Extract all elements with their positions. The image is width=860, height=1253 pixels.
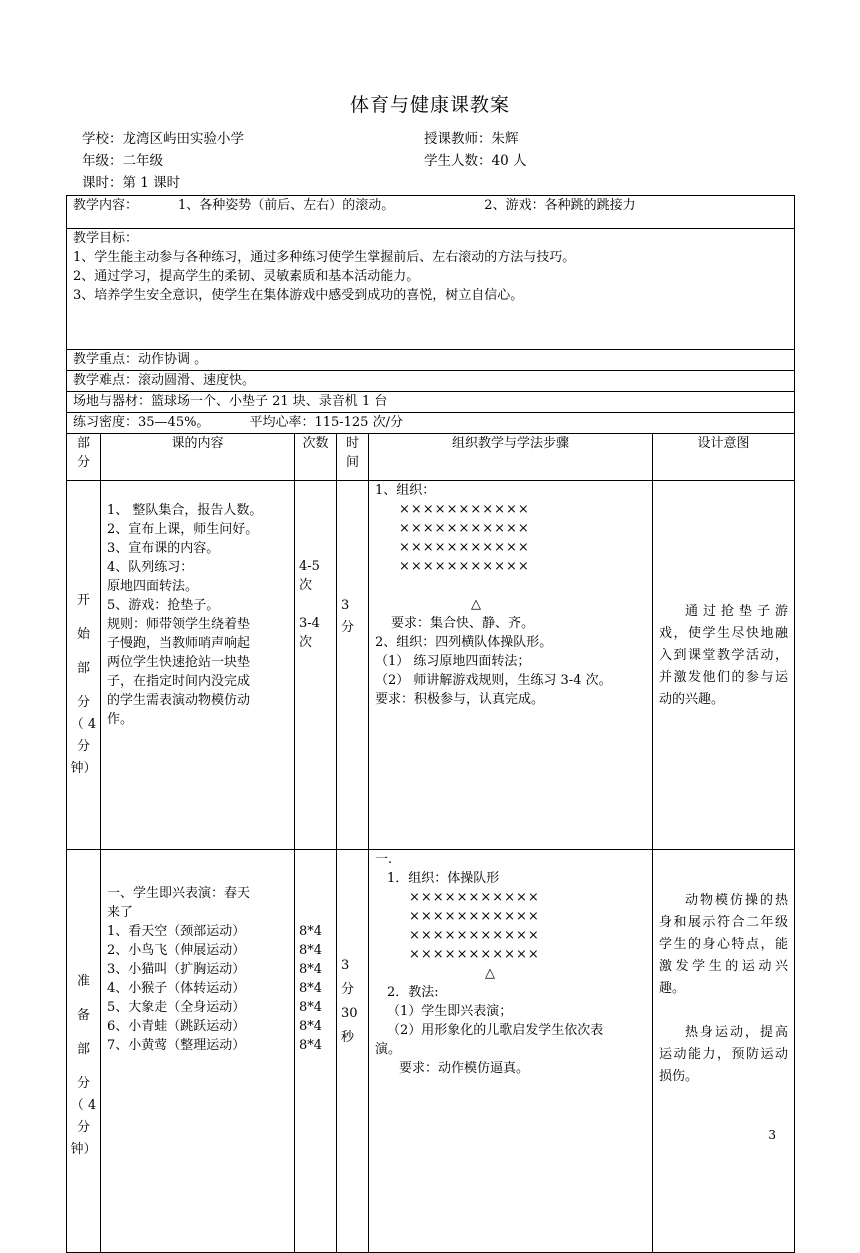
key-point: 教学重点：动作协调 。: [67, 350, 795, 371]
header-part-char: 分: [76, 455, 90, 470]
goal-item: 3、培养学生安全意识，使学生在集体游戏中感受到成功的喜悦，树立自信心。: [73, 288, 524, 303]
times-line: 次: [299, 635, 313, 650]
content-line: 子，在指定时间内没完成: [107, 674, 251, 689]
steps-line: （1） 练习原地四面转法；: [375, 654, 531, 669]
content-line: 7、小黄莺（整理运动）: [107, 1038, 246, 1053]
header-design: 设计意图: [653, 434, 795, 481]
content-line: 两位学生快速抢站一块垫: [107, 655, 251, 670]
label-char: （ 4: [70, 1098, 97, 1113]
content-item-2: 2、游戏：各种跳的跳接力: [484, 198, 636, 213]
content-line: 3、小猫叫（扩胸运动）: [107, 962, 246, 977]
difficulty: 教学难点：滚动圆滑、速度快。: [67, 371, 795, 392]
formation-row: ×××××××××××: [399, 559, 530, 574]
times-line: 8*4: [299, 1038, 323, 1053]
content-line: 5、大象走（全身运动）: [107, 1000, 246, 1015]
steps-line: （2）用形象化的儿歌启发学生依次表: [387, 1023, 604, 1038]
steps-line: 要求：积极参与，认真完成。: [375, 692, 545, 707]
duration-line: 30: [341, 1006, 358, 1021]
label-char: 部: [76, 661, 90, 676]
lesson-plan-table: [66, 195, 795, 1253]
formation-row: ×××××××××××: [409, 928, 540, 943]
duration-line: 分: [341, 620, 355, 635]
times-line: 次: [299, 578, 313, 593]
students-field: 学生人数：40 人: [424, 153, 527, 169]
start-section-label: [67, 481, 101, 850]
steps-line: 一.: [375, 852, 393, 867]
formation-row: ×××××××××××: [409, 890, 540, 905]
heart-rate: 平均心率：115-125 次/分: [249, 415, 403, 430]
equipment-row: [67, 392, 795, 413]
label-char: 开: [76, 593, 90, 608]
start-section-duration: [337, 481, 369, 850]
duration-line: 3: [341, 958, 350, 973]
header-content: 课的内容: [101, 434, 295, 481]
equipment: 场地与器材：篮球场一个、小垫子 21 块、录音机 1 台: [67, 392, 795, 413]
lesson-field: 课时：第 1 课时: [82, 175, 181, 191]
prep-section-steps: [369, 850, 653, 1253]
prep-section-content: [101, 850, 295, 1253]
start-section-times: [295, 481, 337, 850]
design-text: 动物模仿操的热身和展示符合二年级学生的身心特点，能激发学生的运动兴趣。: [659, 893, 789, 996]
formation-row: ×××××××××××: [409, 909, 540, 924]
header-duration: [337, 434, 369, 481]
content-line: 作。: [107, 712, 134, 727]
steps-line: 1．组织：体操队形: [387, 871, 500, 886]
content-line: 2、宣布上课，师生问好。: [107, 522, 259, 537]
steps-line: （2） 师讲解游戏规则，生练习 3-4 次。: [375, 673, 612, 688]
label-char: 钟）: [70, 761, 97, 776]
school-field: 学校：龙湾区屿田实验小学: [82, 131, 244, 147]
start-section-content: [101, 481, 295, 850]
content-line: 原地四面转法。: [107, 579, 199, 594]
content-line: 子慢跑，当教师哨声响起: [107, 636, 251, 651]
content-item-1: 1、各种姿势（前后、左右）的滚动。: [178, 198, 395, 213]
content-row: [67, 196, 795, 229]
formation-row: ×××××××××××: [409, 947, 540, 962]
header-duration-char: 间: [345, 455, 359, 470]
steps-line: 2、组织：四列横队体操队形。: [375, 635, 553, 650]
content-line: 一、学生即兴表演：春天: [107, 886, 251, 901]
start-section-design: [653, 481, 795, 850]
label-char: 准: [76, 974, 90, 989]
start-section-row: [67, 481, 795, 850]
header-times: 次数: [295, 434, 337, 481]
content-line: 5、游戏：抢垫子。: [107, 598, 220, 613]
formation-row: ×××××××××××: [399, 521, 530, 536]
info-left: [82, 128, 244, 194]
label-char: 部: [76, 1042, 90, 1057]
content-line: 规则：师带领学生绕着垫: [107, 617, 251, 632]
label-char: （ 4: [70, 717, 97, 732]
content-line: 4、队列练习：: [107, 560, 194, 575]
design-text: 热身运动，提高运动能力，预防运动损伤。: [659, 1025, 789, 1084]
difficulty-row: [67, 371, 795, 392]
content-line: 1、 整队集合，报告人数。: [107, 503, 263, 518]
label-char: 分: [76, 695, 90, 710]
label-char: 分: [76, 1076, 90, 1091]
header-duration-char: 时: [345, 436, 359, 451]
content-line: 3、宣布课的内容。: [107, 541, 220, 556]
prep-section-row: [67, 850, 795, 1253]
key-point-row: [67, 350, 795, 371]
times-line: 8*4: [299, 943, 323, 958]
content-line: 6、小青蛙（跳跃运动）: [107, 1019, 246, 1034]
steps-line: 2．教法:: [387, 985, 439, 1000]
label-char: 分: [76, 1120, 90, 1135]
label-char: 分: [76, 739, 90, 754]
content-line: 4、小猴子（体转运动）: [107, 981, 246, 996]
table-header-row: [67, 434, 795, 481]
times-line: 3-4: [299, 616, 320, 631]
prep-section-times: [295, 850, 337, 1253]
times-line: 8*4: [299, 1000, 323, 1015]
density-row: [67, 413, 795, 434]
steps-line: 要求：集合快、静、齐。: [391, 616, 535, 631]
times-line: 8*4: [299, 981, 323, 996]
goals-label: 教学目标：: [73, 231, 139, 246]
duration-line: 3: [341, 598, 350, 613]
teacher-marker: △: [485, 966, 495, 981]
duration-line: 秒: [341, 1030, 355, 1045]
steps-line: （1）学生即兴表演；: [387, 1004, 513, 1019]
goal-item: 1、学生能主动参与各种练习，通过多种练习使学生掌握前后、左右滚动的方法与技巧。: [73, 250, 576, 265]
content-line: 2、小鸟飞（伸展运动）: [107, 943, 246, 958]
content-line: 1、看天空（颈部运动）: [107, 924, 246, 939]
times-line: 8*4: [299, 1019, 323, 1034]
label-char: 钟）: [70, 1142, 97, 1157]
prep-section-label: [67, 850, 101, 1253]
content-line: 来了: [107, 905, 134, 920]
goal-item: 2、通过学习，提高学生的柔韧、灵敏素质和基本活动能力。: [73, 269, 420, 284]
header-steps: 组织教学与学法步骤: [369, 434, 653, 481]
prep-section-design: [653, 850, 795, 1253]
teacher-marker: △: [471, 597, 481, 612]
page-number: 3: [768, 1128, 776, 1142]
info-right: [424, 128, 526, 172]
steps-line: 1、组织：: [375, 483, 436, 498]
page-title: 体育与健康课教案: [349, 94, 510, 116]
content-label: 教学内容：: [73, 198, 139, 213]
formation-row: ×××××××××××: [399, 502, 530, 517]
steps-line: 要求：动作模仿逼真。: [399, 1061, 530, 1076]
label-char: 备: [76, 1008, 90, 1023]
formation-row: ×××××××××××: [399, 540, 530, 555]
header-part: [67, 434, 101, 481]
prep-section-duration: [337, 850, 369, 1253]
design-text: 通过抢垫子游戏，使学生尽快地融入到课堂教学活动，并激发他们的参与运动的兴趣。: [659, 604, 789, 707]
duration-line: 分: [341, 982, 355, 997]
goals-row: [67, 229, 795, 350]
start-section-steps: [369, 481, 653, 850]
steps-line: 演。: [375, 1042, 402, 1057]
times-line: 4-5: [299, 559, 320, 574]
density: 练习密度：35—45%。: [73, 415, 210, 430]
content-line: 的学生需表演动物模仿动: [107, 693, 251, 708]
teacher-field: 授课教师：朱辉: [424, 131, 519, 147]
header-part-char: 部: [76, 436, 90, 451]
label-char: 始: [76, 627, 90, 642]
times-line: 8*4: [299, 924, 323, 939]
grade-field: 年级：二年级: [82, 153, 163, 169]
times-line: 8*4: [299, 962, 323, 977]
